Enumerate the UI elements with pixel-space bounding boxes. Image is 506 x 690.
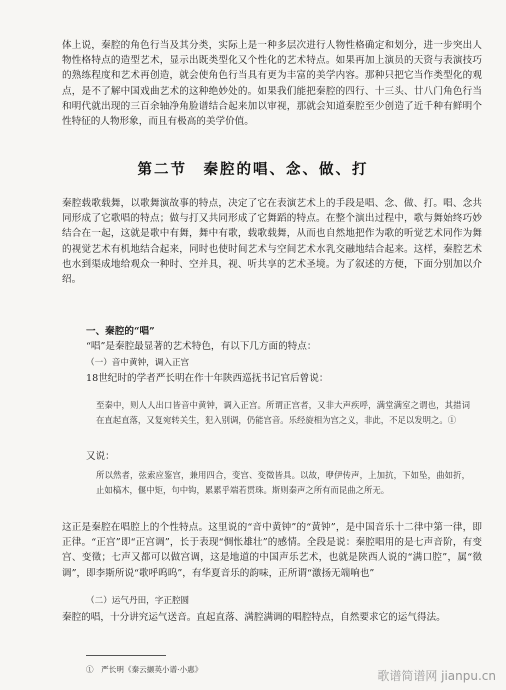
section-title: 第二节 秦腔的唱、念、做、打 [137, 161, 369, 178]
subsection-heading-singing: 一、秦腔的“唱” [86, 326, 155, 337]
singing-intro-line: “唱”是秦腔最显著的艺术特色，有以下几方面的特点： [86, 341, 317, 352]
paragraph-breath: 秦腔的唱，十分讲究运气送音。直起直落、满腔满调的唱腔特点，自然要求它的运气得法。 [62, 612, 446, 623]
paragraph-role-types: 体上说，秦腔的角色行当及其分类，实际上是一种多层次进行人物性格确定和划分，进一步突出人物性格特点的造型艺术，显示出既类型化又个性化的艺术特点。如果再加上演员的天资与表演技巧的熟练程度和艺术再创造，就会使角色行当具有更为丰富的美学内容。那种只把它当作类型化的观点，是不了解中国戏曲艺术的这种绝妙处的。如果我们能把秦腔的四行、十三头、廿八门角色行当和明代就出现的三百余轴净角脸谱结合起来加以审视，那就会知道秦腔至少创造了近千种有鲜明个性特征的人物形象，而且有极高的美学价值。 [62, 40, 482, 128]
footnote: ① 严长明《秦云撷英小谱·小惠》 [86, 665, 203, 674]
scholar-line: 18世纪时的学者严长明在作十年陕西巡抚书记官后曾说： [86, 373, 329, 384]
footnote-divider [86, 655, 166, 656]
paragraph-intro: 秦腔载歌载舞，以歌舞演故事的特点，决定了它在表演艺术上的手段是唱、念、做、打。唱、念共同形成了它歌唱的特点；做与打又共同形成了它舞蹈的特点。在整个演出过程中，歌与舞始终巧妙结合在一起，这就是歌中有舞，舞中有歌，载歌载舞，从而也自然地把作为歌的听觉艺术同作为舞的视觉艺术有机地结合起来，同时也使时间艺术与空间艺术水乳交融地结合起来。这样，秦腔艺术也水到渠成地给观众一种时、空并具，视、听共享的艺术圣境。为了叙述的方便，下面分别加以介绍。 [62, 198, 482, 286]
paragraph-explanation: 这正是秦腔在唱腔上的个性特点。这里说的“音中黄钟”的“黄钟”，是中国音乐十二律中第一律，即正律。“正宫”即“正宫调”，长于表现“惆怅雄壮”的感情。全段是说：秦腔唱用的是七声音阶，有变宫、变徵；七声又都可以做宫调，这是地道的中国声乐艺术，也就是陕西人说的“满口腔”，属“徵调”，即李斯所说“歌呼呜呜”，有华夏音乐的韵味，正所谓“激扬无端响也” [62, 522, 482, 579]
you-shuo-label: 又说： [86, 451, 115, 462]
item-heading-1: （一）音中黄钟，调入正宫 [86, 358, 190, 368]
quote-block-1: 至秦中，则人人出口皆音中黄钟，调入正宫。所谓正宫者，又非大声疾呼，满堂满室之谓也，其措词在直起直落，又复宛转关生，犯入别调，仍能宫音。乐经旋相为宫之义，非此，不足以发明之。① [96, 400, 470, 425]
item-heading-2: （二）运气丹田，字正腔圆 [86, 596, 190, 606]
quote-block-2: 所以然者，弦索应鉴宫，兼用四合，变宫、变徵皆具。以故，咿伊传声，上加抗，下如坠，曲如折，止如槁木，偃中矩，句中钩，累累乎端若贯珠。斯则秦声之所有而昆曲之所无。 [96, 470, 470, 495]
watermark: 歌谱简谱网 jianpu.cn [377, 669, 496, 683]
